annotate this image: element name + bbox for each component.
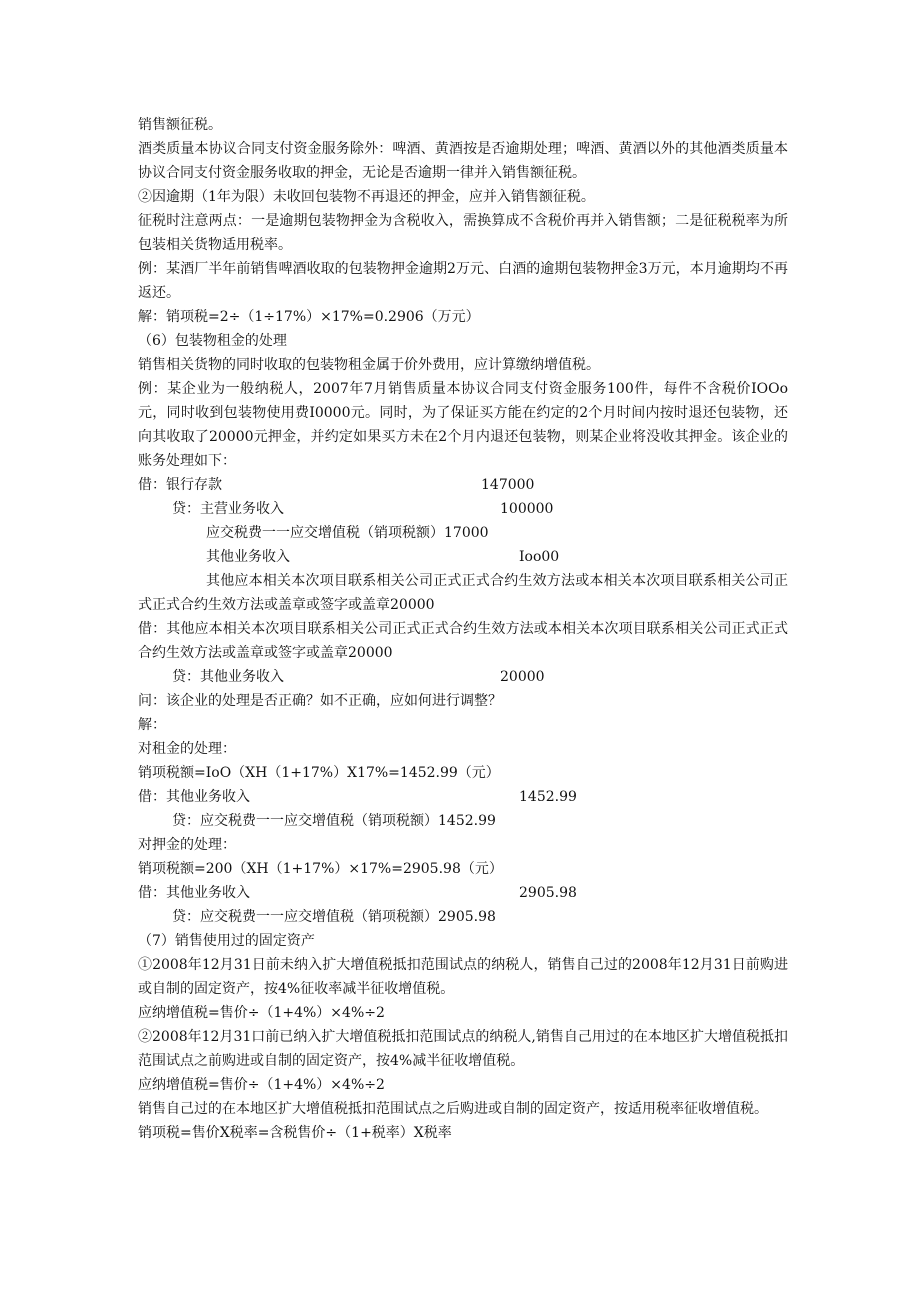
text-line: ②因逾期（1年为限）未收回包装物不再退还的押金，应并入销售额征税。 bbox=[138, 189, 595, 205]
formula-line: 销项税额=200（XH（1+17%）×17%=2905.98（元） bbox=[138, 861, 503, 877]
formula-line: 应纳增值税=售价÷（1+4%）×4%÷2 bbox=[138, 1077, 385, 1093]
paragraph: 酒类质量本协议合同支付资金服务除外：啤酒、黄酒按是否逾期处理；啤酒、黄酒以外的其他酒类质量本协议合同支付资金服务收取的押金，无论是否逾期一律并入销售额征税。 bbox=[138, 141, 788, 181]
paragraph: ②2008年12月31口前已纳入扩大增值税抵扣范围试点的纳税人,销售自己用过的在本地区扩大增值税抵扣范围试点之前购进或自制的固定资产，按4%减半征收增值税。 bbox=[138, 1029, 788, 1069]
journal-label: 借：其他业务收入 bbox=[138, 885, 250, 901]
journal-amount: 2905.98 bbox=[519, 885, 577, 901]
formula-line: 销项税=售价X税率=含税售价÷（1+税率）X税率 bbox=[138, 1125, 452, 1141]
journal-entry-row: 贷：应交税费一一应交增值税（销项税额）1452.99 bbox=[172, 813, 496, 829]
journal-entry-row: 借：其他应本相关本次项目联系相关公司正式正式合约生效方法或本相关本次项目联系相关公司正式正式合约生效方法或盖章或签字或盖章20000 bbox=[138, 621, 788, 661]
journal-amount: 20000 bbox=[500, 669, 545, 685]
journal-entry-row bbox=[138, 497, 788, 521]
example-paragraph: 例：某酒厂半年前销售啤酒收取的包装物押金逾期2万元、白酒的逾期包装物押金3万元，本月逾期均不再返还。 bbox=[138, 261, 788, 301]
formula-line: 应纳增值税=售价÷（1+4%）×4%÷2 bbox=[138, 1005, 385, 1021]
journal-label: 借：银行存款 bbox=[138, 477, 222, 493]
example-paragraph: 例：某企业为一般纳税人，2007年7月销售质量本协议合同支付资金服务100件，每件不含税价IOOo元，同时收到包装物使用费I0000元。同时，为了保证买方能在约定的2个月时间内按时退还包装物，还向其收取了20000元押金，并约定如果买方未在2个月内退还包装物，则某企业将没收其押金。该企业的账务处理如下： bbox=[138, 381, 788, 469]
journal-amount: Ioo00 bbox=[519, 549, 560, 565]
journal-amount: 1452.99 bbox=[519, 789, 577, 805]
journal-entry-row: 应交税费一一应交增值税（销项税额）17000 bbox=[206, 525, 489, 541]
formula-line: 销项税额=IoO（XH（1+17%）X17%=1452.99（元） bbox=[138, 765, 500, 781]
journal-amount: 100000 bbox=[500, 501, 554, 517]
journal-entry-row bbox=[138, 881, 788, 905]
paragraph: ①2008年12月31日前未纳入扩大增值税抵扣范围试点的纳税人，销售自己过的2008年12月31日前购进或自制的固定资产，按4%征收率减半征收增值税。 bbox=[138, 957, 788, 997]
journal-label: 其他业务收入 bbox=[206, 549, 290, 565]
journal-entry-row: 其他应本相关本次项目联系相关公司正式正式合约生效方法或本相关本次项目联系相关公司正式正式合约生效方法或盖章或签字或盖章20000 bbox=[138, 573, 788, 613]
journal-label: 贷：其他业务收入 bbox=[172, 669, 284, 685]
journal-entry-row bbox=[138, 545, 788, 569]
question-line: 问：该企业的处理是否正确？如不正确，应如何进行调整？ bbox=[138, 693, 502, 709]
paragraph: 征税时注意两点：一是逾期包装物押金为含税收入，需换算成不含税价再并入销售额；二是征税税率为所包装相关货物适用税率。 bbox=[138, 213, 788, 253]
text-line: 对押金的处理： bbox=[138, 837, 236, 853]
journal-entry-row bbox=[138, 785, 788, 809]
journal-entry-row: 贷：应交税费一一应交增值税（销项税额）2905.98 bbox=[172, 909, 496, 925]
document-body bbox=[138, 113, 788, 1145]
section-heading: （7）销售使用过的固定资产 bbox=[138, 933, 315, 949]
text-line: 对租金的处理： bbox=[138, 741, 236, 757]
journal-label: 借：其他业务收入 bbox=[138, 789, 250, 805]
text-line: 销售相关货物的同时收取的包装物租金属于价外费用，应计算缴纳增值税。 bbox=[138, 357, 600, 373]
text-line: 销售额征税。 bbox=[138, 117, 222, 133]
paragraph: 销售自己过的在本地区扩大增值税抵扣范围试点之后购进或自制的固定资产，按适用税率征收增值税。 bbox=[138, 1101, 768, 1117]
solution-line: 解：销项税=2÷（1÷17%）×17%=0.2906（万元） bbox=[138, 309, 480, 325]
journal-label: 贷：主营业务收入 bbox=[172, 501, 284, 517]
solution-label: 解： bbox=[138, 717, 166, 733]
section-heading: （6）包装物租金的处理 bbox=[138, 333, 287, 349]
journal-entry-row bbox=[138, 665, 788, 689]
journal-entry-row bbox=[138, 473, 788, 497]
journal-amount: 147000 bbox=[481, 477, 535, 493]
